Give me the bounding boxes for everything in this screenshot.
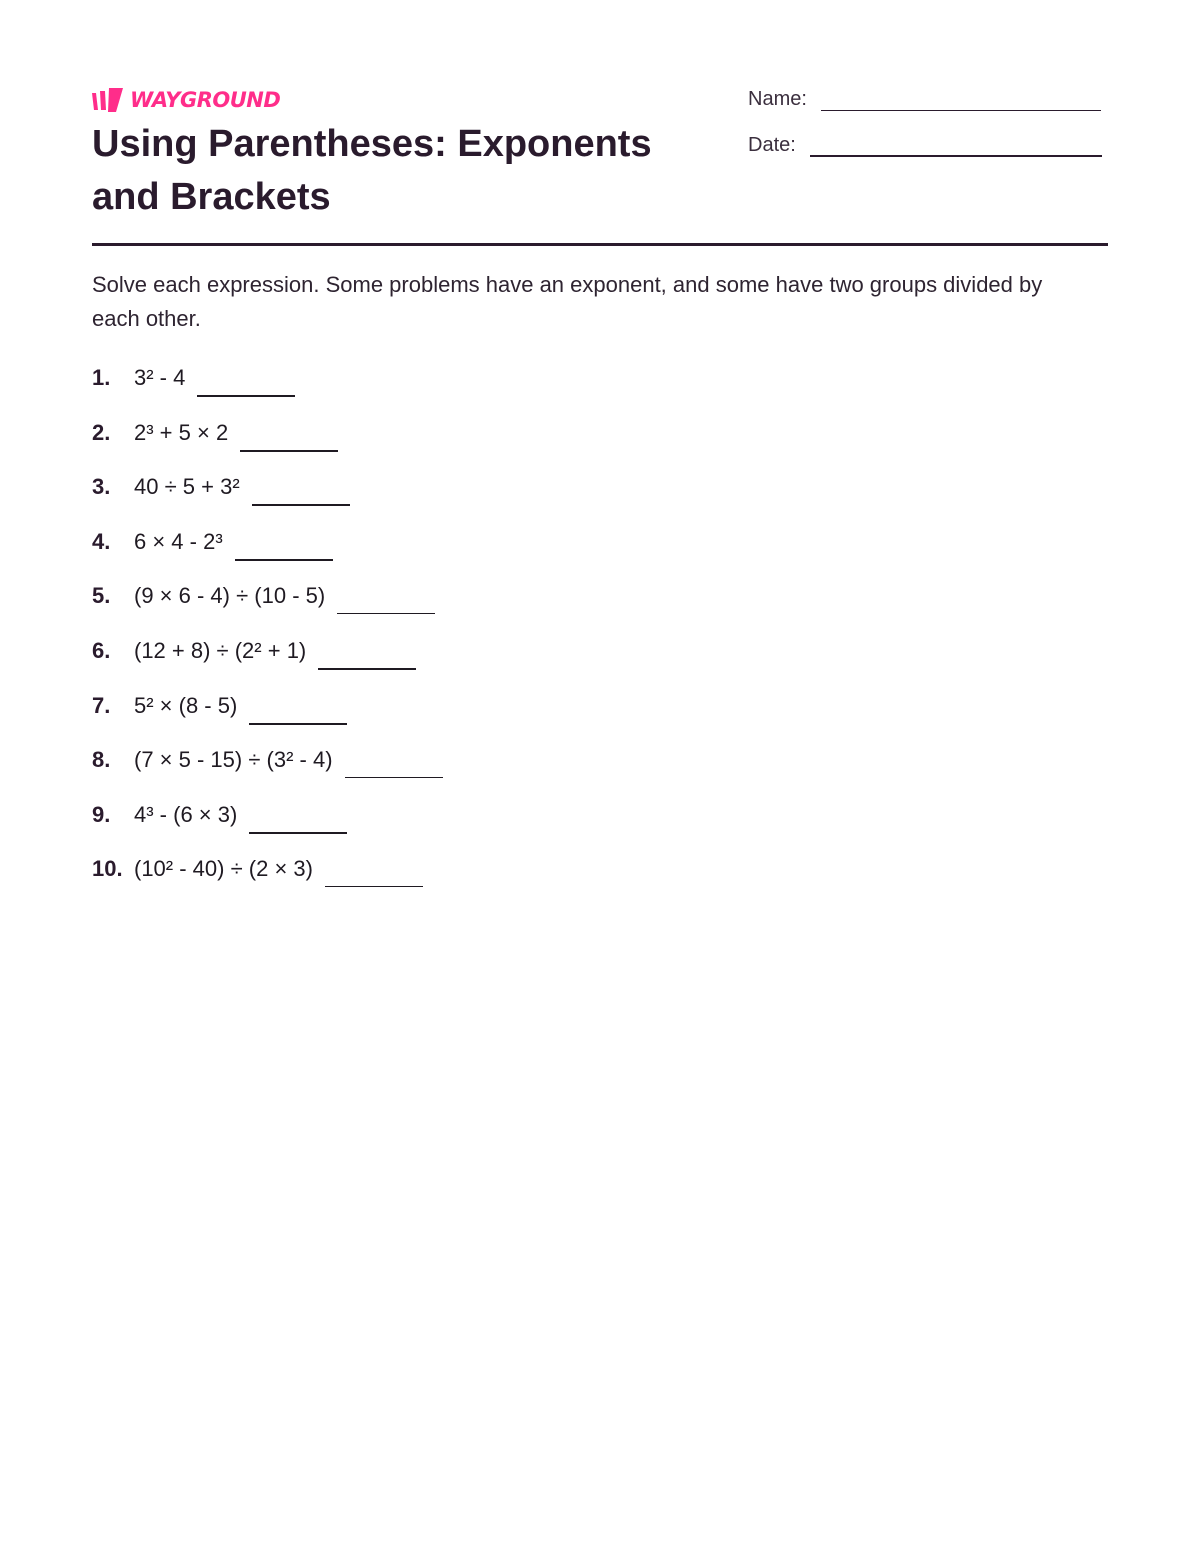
header-divider: [92, 243, 1108, 246]
question-number: 2.: [92, 419, 111, 445]
question-item: [92, 526, 443, 581]
question-number: 3.: [92, 474, 111, 500]
question-expression: (9 × 6 - 4) ÷ (10 - 5): [134, 583, 326, 609]
question-number: 7.: [92, 692, 111, 718]
question-number: 9.: [92, 801, 111, 827]
name-input-line[interactable]: [821, 88, 1101, 111]
answer-blank[interactable]: [252, 471, 350, 506]
brand-name: WAYGROUND: [130, 88, 281, 112]
question-expression: 4³ - (6 × 3): [134, 801, 238, 827]
question-expression: 40 ÷ 5 + 3²: [134, 474, 240, 500]
worksheet-title: Using Parentheses: Exponents and Brackets: [92, 123, 652, 218]
answer-blank[interactable]: [249, 799, 347, 834]
question-expression: 6 × 4 - 2³: [134, 528, 223, 554]
name-label: Name:: [748, 88, 807, 110]
answer-blank[interactable]: [318, 635, 416, 670]
answer-blank[interactable]: [235, 526, 333, 561]
question-number: 5.: [92, 583, 111, 609]
answer-blank[interactable]: [345, 744, 443, 778]
question-expression: 2³ + 5 × 2: [134, 419, 229, 445]
question-item: [92, 853, 443, 908]
question-item: [92, 690, 443, 745]
brand-logo: [92, 86, 280, 114]
question-number: 10.: [92, 856, 123, 882]
wayground-logo-icon: [92, 88, 124, 112]
question-number: 4.: [92, 528, 111, 554]
answer-blank[interactable]: [197, 362, 295, 397]
question-item: [92, 744, 443, 799]
question-expression: 5² × (8 - 5): [134, 692, 238, 718]
question-number: 1.: [92, 365, 111, 390]
question-number: 6.: [92, 637, 111, 663]
date-field[interactable]: [748, 133, 1102, 157]
date-label: Date:: [748, 134, 796, 156]
question-item: [92, 635, 443, 690]
question-expression: (10² - 40) ÷ (2 × 3): [134, 856, 313, 882]
answer-blank[interactable]: [325, 853, 423, 887]
question-number: 8.: [92, 747, 111, 773]
date-input-line[interactable]: [810, 133, 1102, 157]
answer-blank[interactable]: [337, 580, 435, 614]
name-field[interactable]: [748, 88, 1101, 111]
question-list: [92, 362, 443, 908]
question-item: [92, 471, 443, 526]
question-item: [92, 580, 443, 635]
question-item: [92, 799, 443, 854]
question-expression: (7 × 5 - 15) ÷ (3² - 4): [134, 747, 333, 773]
question-expression: 3² - 4: [134, 365, 186, 390]
question-item: [92, 417, 443, 472]
question-item: [92, 362, 443, 417]
answer-blank[interactable]: [249, 690, 347, 725]
answer-blank[interactable]: [240, 417, 338, 452]
question-expression: (12 + 8) ÷ (2² + 1): [134, 637, 307, 663]
instructions: Solve each expression. Some problems have an exponent, and some have two groups divided by each other.: [92, 272, 1043, 331]
